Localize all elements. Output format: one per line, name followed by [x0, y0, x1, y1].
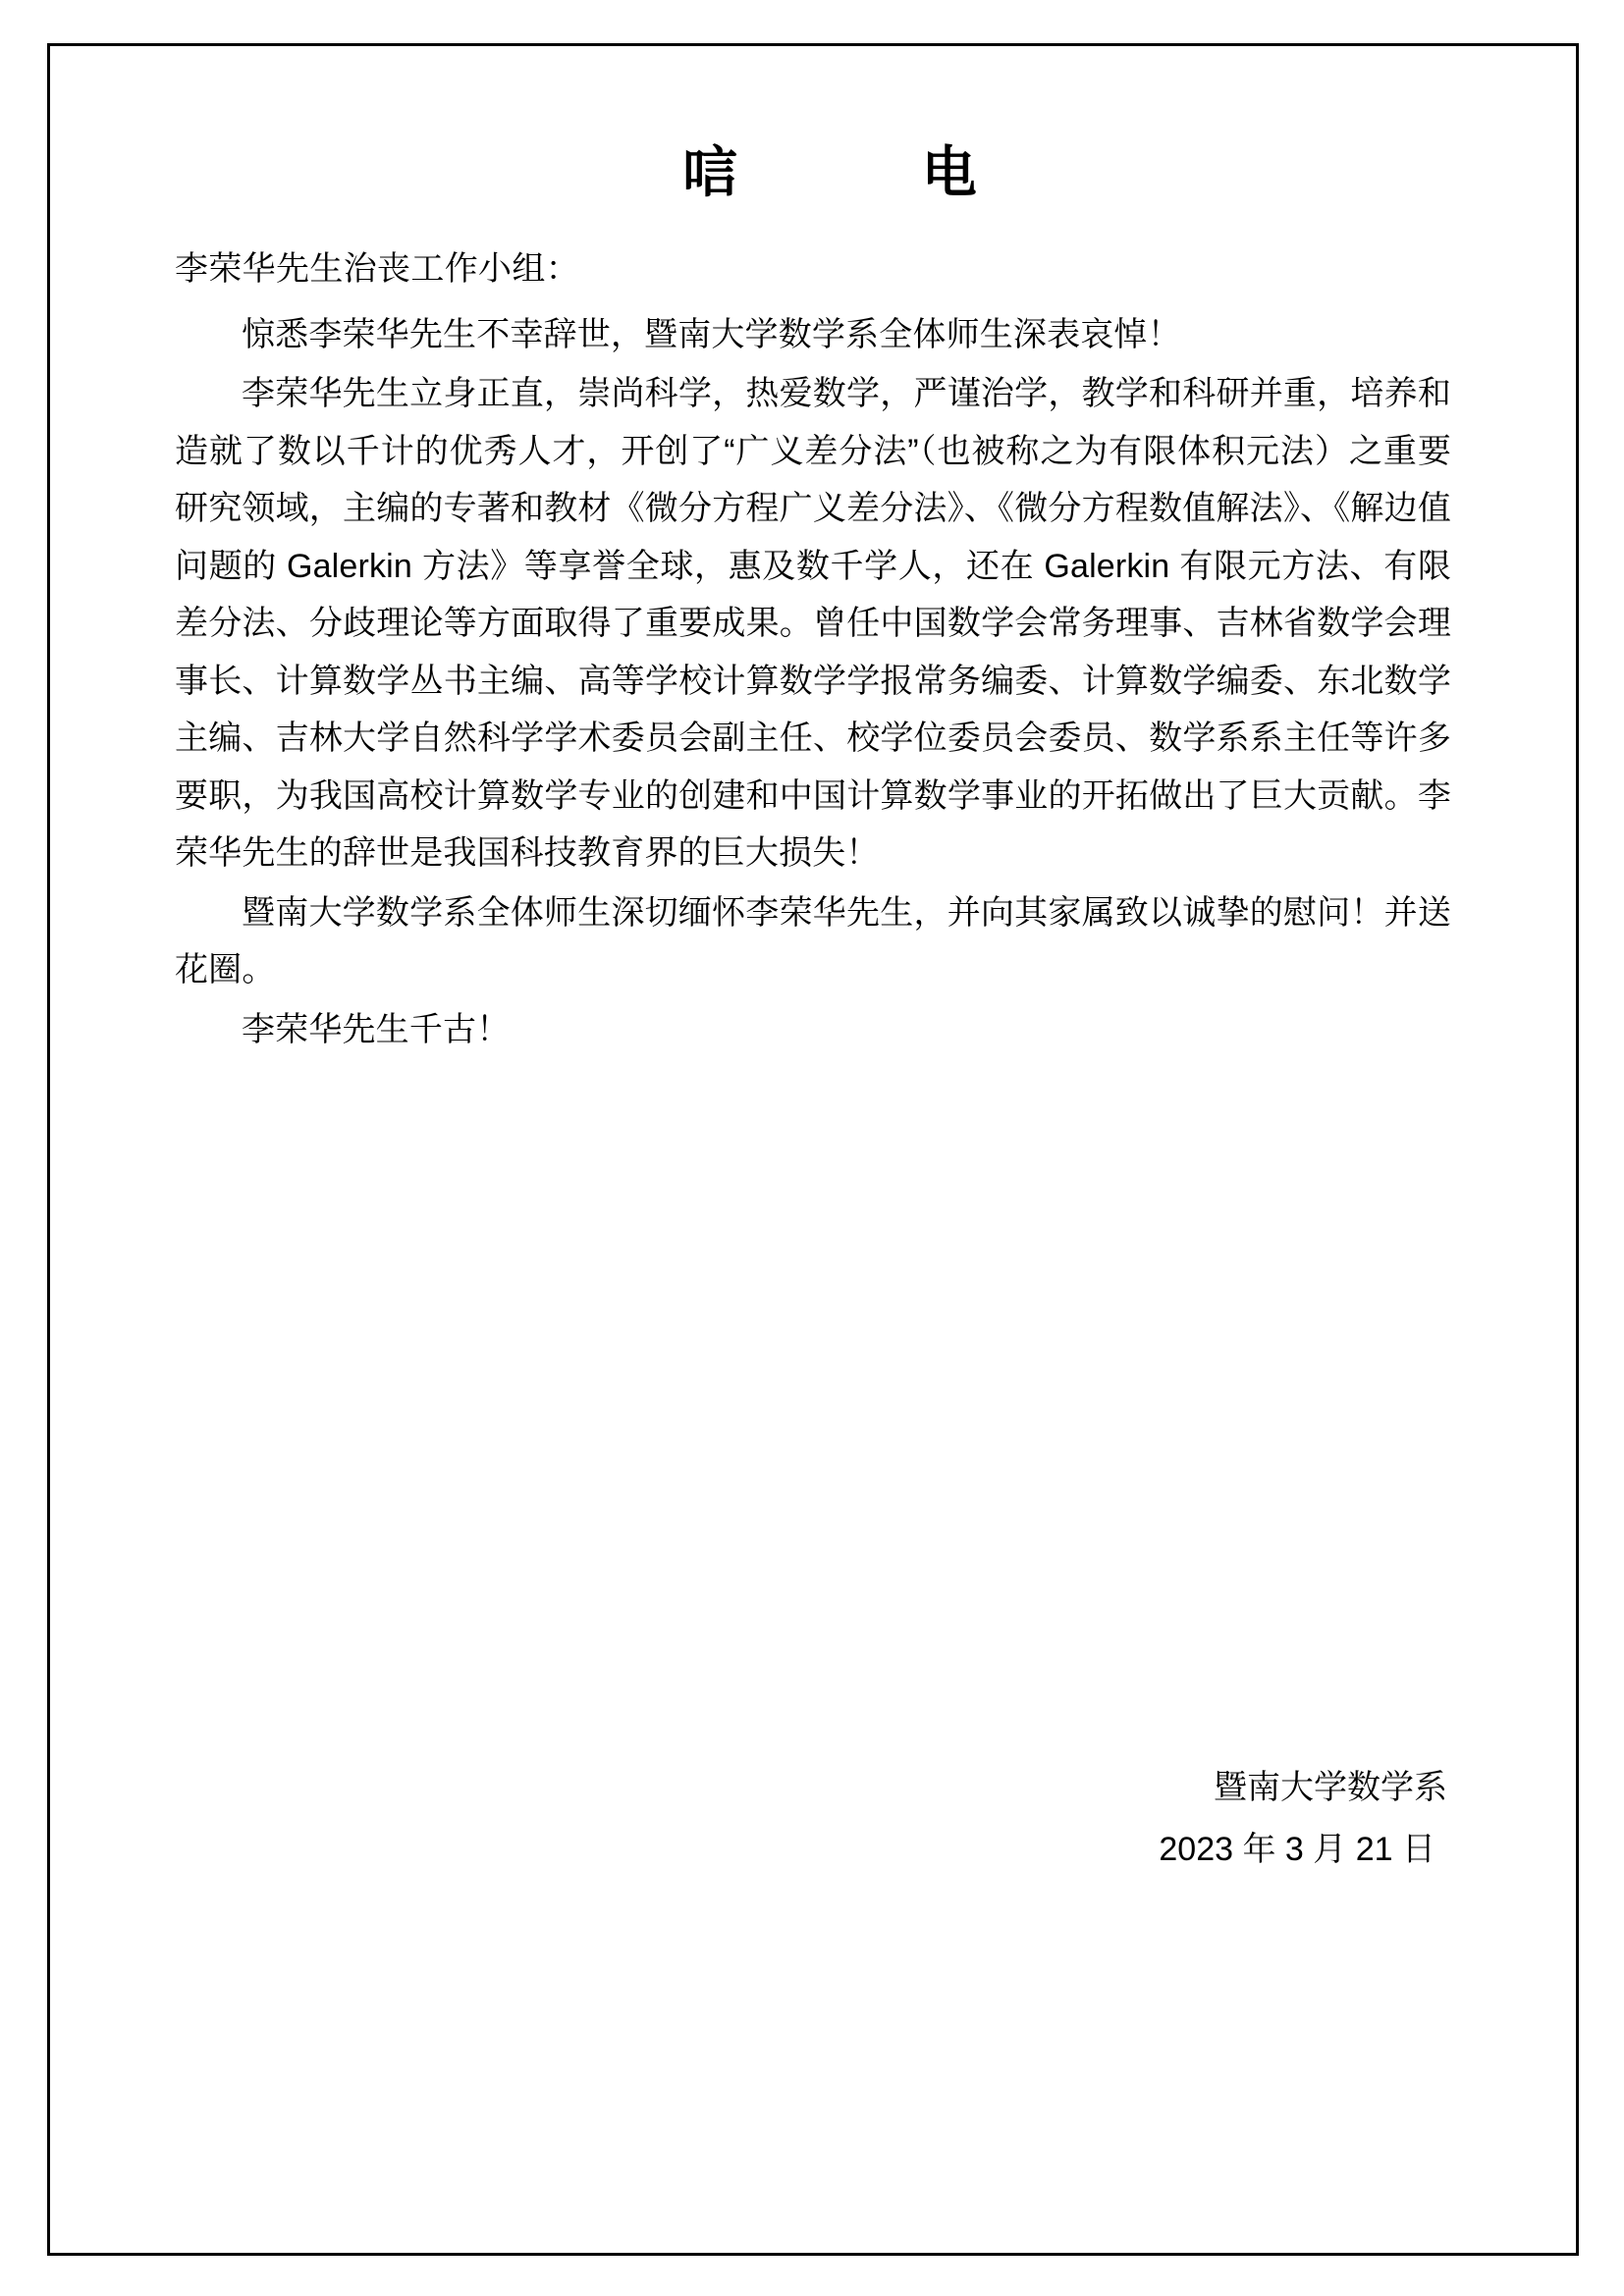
page-title: 唁 电	[682, 141, 1001, 203]
salutation: 李荣华先生治丧工作小组：	[175, 249, 580, 288]
paragraph-2: 李荣华先生立身正直，崇尚科学，热爱数学，严谨治学，教学和科研并重，培养和造就了数以千计的优秀人才，开创了“广义差分法”（也被称之为有限体积元法）之重要研究领域，主编的专著和教材《微分方程广义差分法》、《微分方程数值解法》、《解边值问题的 Galerkin 方法》等享誉全球，惠及数千学人，还在 Galerkin 有限元方法、有限差分法、分歧理论等方面取得了重要成果。曾任中国数学会常务理事、吉林省数学会理事长、计算数学丛书主编、高等学校计算数学学报常务编委、计算数学编委、东北数学主编、吉林大学自然科学学术委员会副主任、校学位委员会委员、数学系系主任等许多要职，为我国高校计算数学专业的创建和中国计算数学事业的开拓做出了巨大贡献。李荣华先生的辞世是我国科技教育界的巨大损失！	[175, 375, 1451, 873]
paragraph-4: 李荣华先生千古！	[242, 1010, 511, 1048]
signature-date: 2023 年 3 月 21 日	[1159, 1830, 1435, 1868]
paragraph-1: 惊悉李荣华先生不幸辞世，暨南大学数学系全体师生深表哀悼！	[242, 315, 1181, 353]
signature-block	[1005, 1757, 1457, 1881]
paragraph-3: 暨南大学数学系全体师生深切缅怀李荣华先生，并向其家属致以诚挚的慰问！并送花圈。	[175, 893, 1451, 989]
document-body	[175, 137, 1451, 1060]
signature-organization: 暨南大学数学系	[1214, 1769, 1447, 1806]
